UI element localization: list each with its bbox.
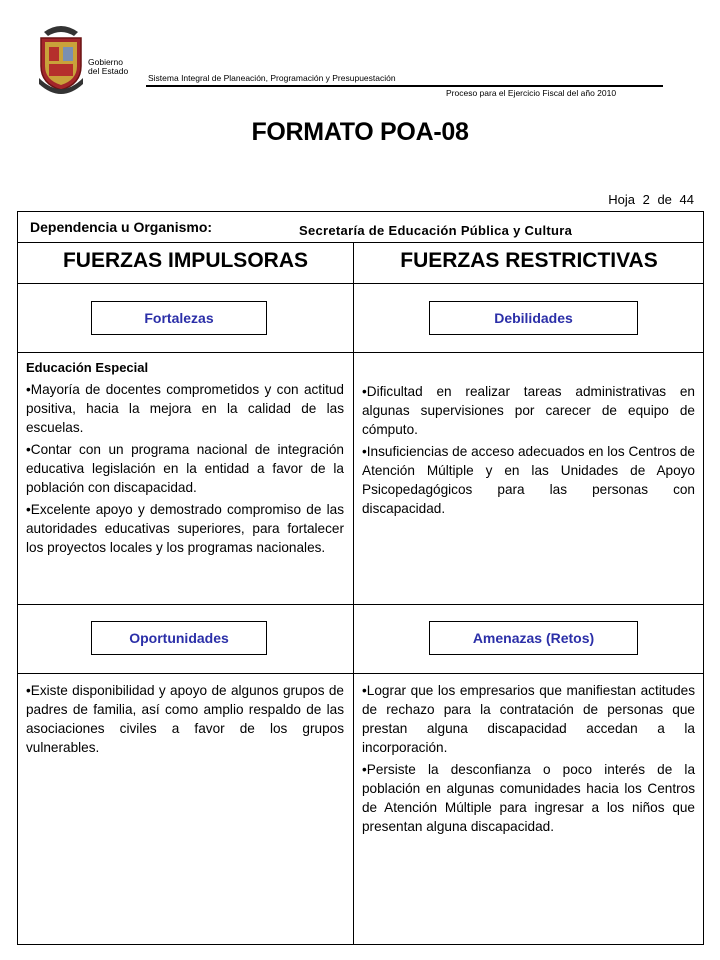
threat-item: •Persiste la desconfianza o poco interés de la población en algunas comunidades hacia los Centros de Atención Múltiple para ingresar a los niños que presentan alguna discapacidad. [362, 762, 695, 834]
divider [18, 604, 703, 605]
divider [18, 352, 703, 353]
government-label-line2: del Estado [88, 66, 129, 76]
opportunity-item: •Existe disponibilidad y apoyo de algunos grupos de padres de familia, así como amplio respaldo de las asociaciones civiles a favor de los grupos vulnerables. [26, 683, 344, 755]
page-title: FORMATO POA-08 [251, 118, 469, 146]
threats-cell [362, 681, 695, 839]
divider [18, 673, 703, 674]
dependency-label: Dependencia u Organismo: [30, 219, 213, 235]
weaknesses-cell [362, 382, 695, 521]
strength-item: •Mayoría de docentes comprometidos y con actitud positiva, hacia la mejora en la calidad de las escuelas. [26, 382, 344, 435]
weakness-item: •Dificultad en realizar tareas administrativas en algunas supervisiones por carecer de equipo de cómputo. [362, 384, 695, 437]
page-of: de [657, 192, 672, 207]
strengths-cell [26, 358, 344, 560]
swot-table [17, 211, 704, 945]
strength-item: •Contar con un programa nacional de integración educativa legislación en la entidad a favor de la población con discapacidad. [26, 442, 344, 495]
page-current: 2 [642, 192, 650, 207]
threats-label: Amenazas (Retos) [429, 621, 638, 655]
opportunities-label: Oportunidades [91, 621, 267, 655]
government-label [88, 58, 128, 76]
threat-item: •Lograr que los empresarios que manifiestan actitudes de rechazo para la contratación de personas que prestan alguna discapacidad accedan a la incorporación. [362, 683, 695, 755]
driving-forces-heading: FUERZAS IMPULSORAS [62, 249, 308, 272]
weakness-item: •Insuficiencias de acceso adecuados en los Centros de Atención Múltiple y en las Unidades de Apoyo Psicopedagógicos para las personas con discapacidad. [362, 444, 695, 516]
system-name: Sistema Integral de Planeación, Programación y Presupuestación [148, 73, 396, 83]
dependency-value: Secretaría de Educación Pública y Cultura [299, 223, 573, 238]
strength-item: •Excelente apoyo y demostrado compromiso de las autoridades educativas superiores, para fortalecer los proyectos locales y los programas nacionales. [26, 502, 344, 555]
page-total: 44 [679, 192, 694, 207]
page-label: Hoja [608, 192, 635, 207]
weaknesses-label: Debilidades [429, 301, 638, 335]
restraining-forces-heading: FUERZAS RESTRICTIVAS [400, 249, 658, 272]
column-divider [353, 242, 354, 945]
header-rule [146, 85, 663, 87]
state-seal-logo [36, 18, 86, 96]
divider [18, 283, 703, 284]
opportunities-cell [26, 681, 344, 760]
fiscal-process: Proceso para el Ejercicio Fiscal del año 2010 [446, 88, 617, 98]
government-label-line1: Gobierno [88, 57, 123, 67]
divider [18, 242, 703, 243]
strengths-section-title: Educación Especial [26, 360, 149, 375]
page-counter [604, 192, 694, 207]
strengths-label: Fortalezas [91, 301, 267, 335]
